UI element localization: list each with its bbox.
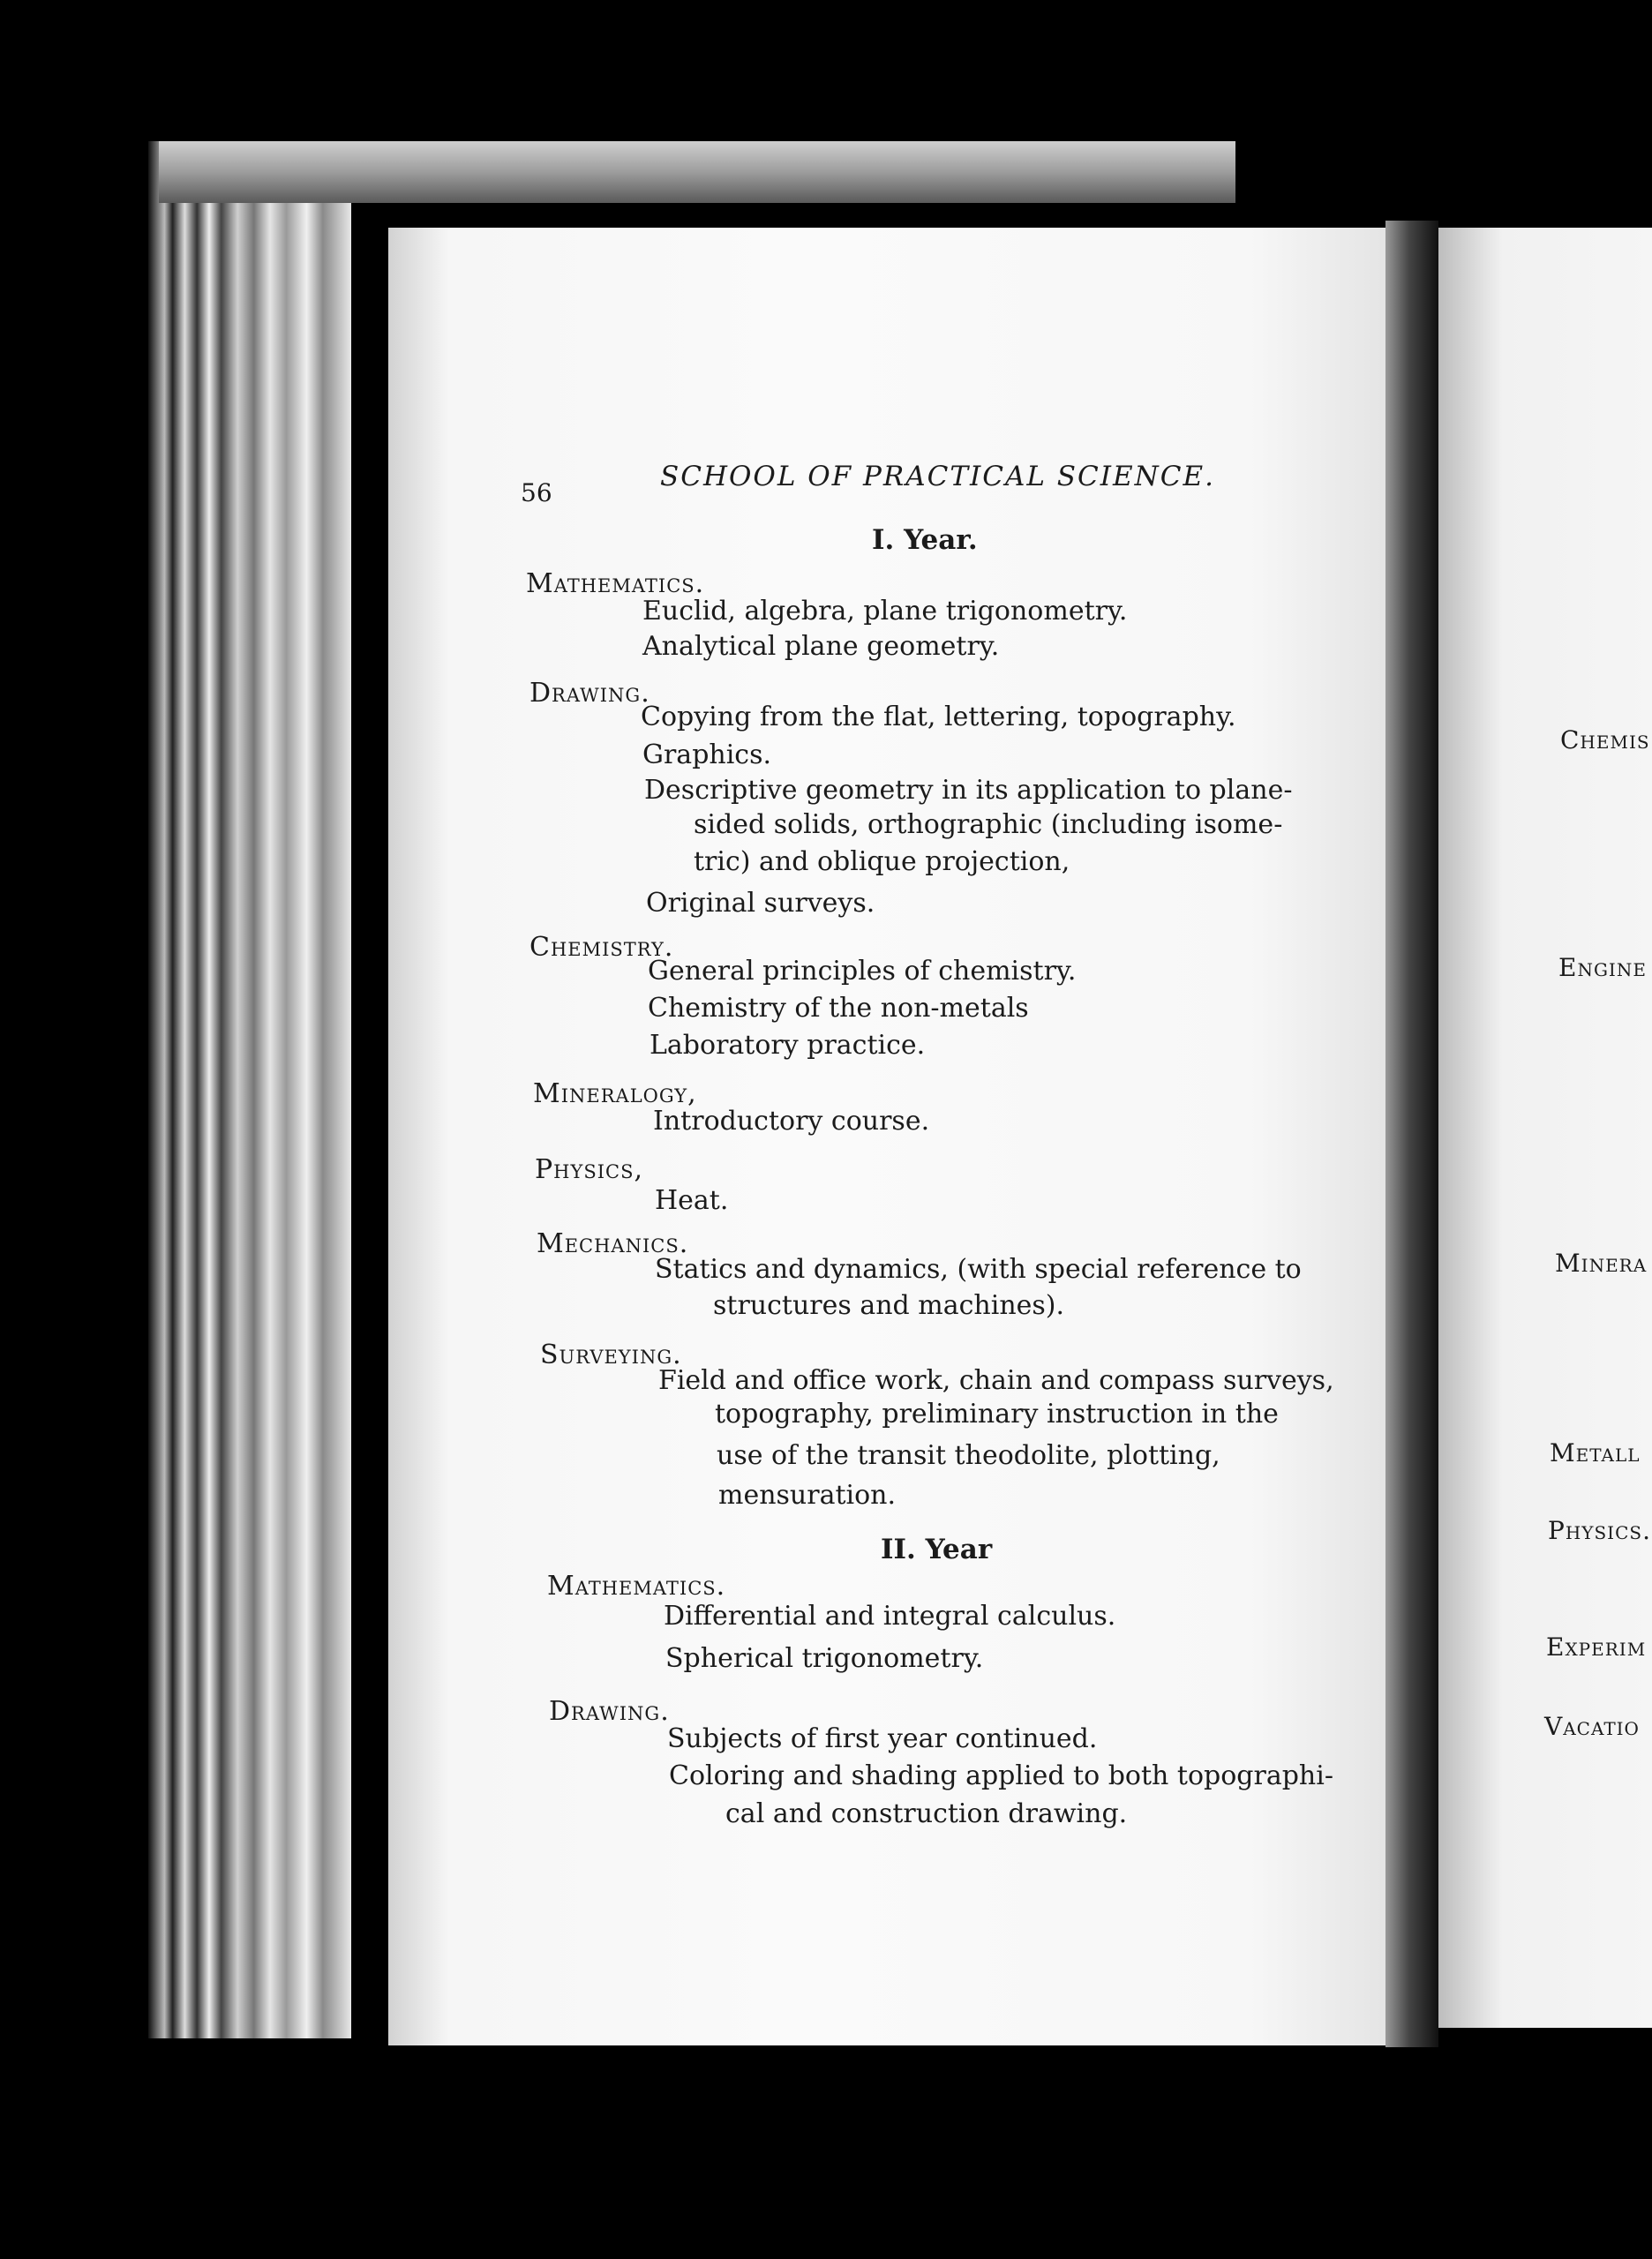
year1-drawing-label: Drawing. xyxy=(529,678,650,709)
year1-mathematics-label: Mathematics. xyxy=(526,568,705,599)
year1-surveying-item: use of the transit theodolite, plotting, xyxy=(717,1440,1220,1471)
year1-chemistry-item: General principles of chemistry. xyxy=(648,956,1077,987)
year1-chemistry-item: Chemistry of the non-metals xyxy=(648,993,1029,1024)
year1-chemistry-label: Chemistry. xyxy=(529,932,674,963)
page-number: 56 xyxy=(521,478,552,507)
year1-surveying-label: Surveying. xyxy=(540,1340,682,1370)
facing-page-label: Chemis xyxy=(1560,725,1650,754)
year1-mathematics-item: Euclid, algebra, plane trigonometry. xyxy=(642,596,1128,627)
year1-mineralogy-item: Introductory course. xyxy=(653,1106,930,1137)
year2-drawing-item: Coloring and shading applied to both topographi- xyxy=(669,1760,1333,1791)
year1-drawing-item: Graphics. xyxy=(642,739,772,770)
year-one-heading: I. Year. xyxy=(872,524,978,556)
facing-page-label: Experim xyxy=(1546,1632,1647,1662)
year1-mechanics-item: Statics and dynamics, (with special reference to xyxy=(655,1254,1302,1285)
year1-drawing-item: Descriptive geometry in its application to plane- xyxy=(644,775,1293,806)
year1-mechanics-label: Mechanics. xyxy=(537,1228,689,1259)
year1-mathematics-item: Analytical plane geometry. xyxy=(642,631,1000,662)
year-two-heading: II. Year xyxy=(881,1534,993,1565)
year1-drawing-item: Copying from the flat, lettering, topography. xyxy=(641,702,1236,732)
year1-surveying-item: Field and office work, chain and compass surveys, xyxy=(658,1365,1334,1396)
year2-drawing-item: Subjects of first year continued. xyxy=(667,1723,1098,1754)
year1-physics-label: Physics, xyxy=(535,1154,644,1185)
year2-mathematics-item: Spherical trigonometry. xyxy=(665,1643,984,1674)
facing-page xyxy=(1438,228,1652,2028)
year1-surveying-item: topography, preliminary instruction in the xyxy=(715,1399,1279,1430)
year1-mechanics-item: structures and machines). xyxy=(713,1290,1065,1321)
year2-drawing-item: cal and construction drawing. xyxy=(725,1798,1128,1829)
facing-page-label: Physics. xyxy=(1548,1516,1651,1545)
book-page-edges xyxy=(148,141,351,2038)
year1-surveying-item: mensuration. xyxy=(718,1480,897,1511)
book-gutter xyxy=(1385,221,1438,2047)
facing-page-label: Metall xyxy=(1550,1438,1641,1467)
facing-page-label: Engine xyxy=(1558,953,1647,982)
year2-mathematics-label: Mathematics. xyxy=(547,1571,726,1602)
year1-chemistry-item: Laboratory practice. xyxy=(650,1030,926,1061)
facing-page-label: Minera xyxy=(1555,1249,1648,1278)
year1-physics-item: Heat. xyxy=(655,1185,729,1216)
year1-mineralogy-label: Mineralogy, xyxy=(533,1078,697,1109)
facing-page-label: Vacatio xyxy=(1544,1712,1640,1741)
year2-mathematics-item: Differential and integral calculus. xyxy=(664,1601,1116,1632)
year1-drawing-item: Original surveys. xyxy=(646,888,875,919)
year1-drawing-item: tric) and oblique projection, xyxy=(694,846,1070,877)
page-title: SCHOOL OF PRACTICAL SCIENCE. xyxy=(660,461,1215,492)
year2-drawing-label: Drawing. xyxy=(549,1696,670,1727)
year1-drawing-item: sided solids, orthographic (including isome- xyxy=(694,809,1283,840)
book-top-edge xyxy=(159,141,1235,203)
